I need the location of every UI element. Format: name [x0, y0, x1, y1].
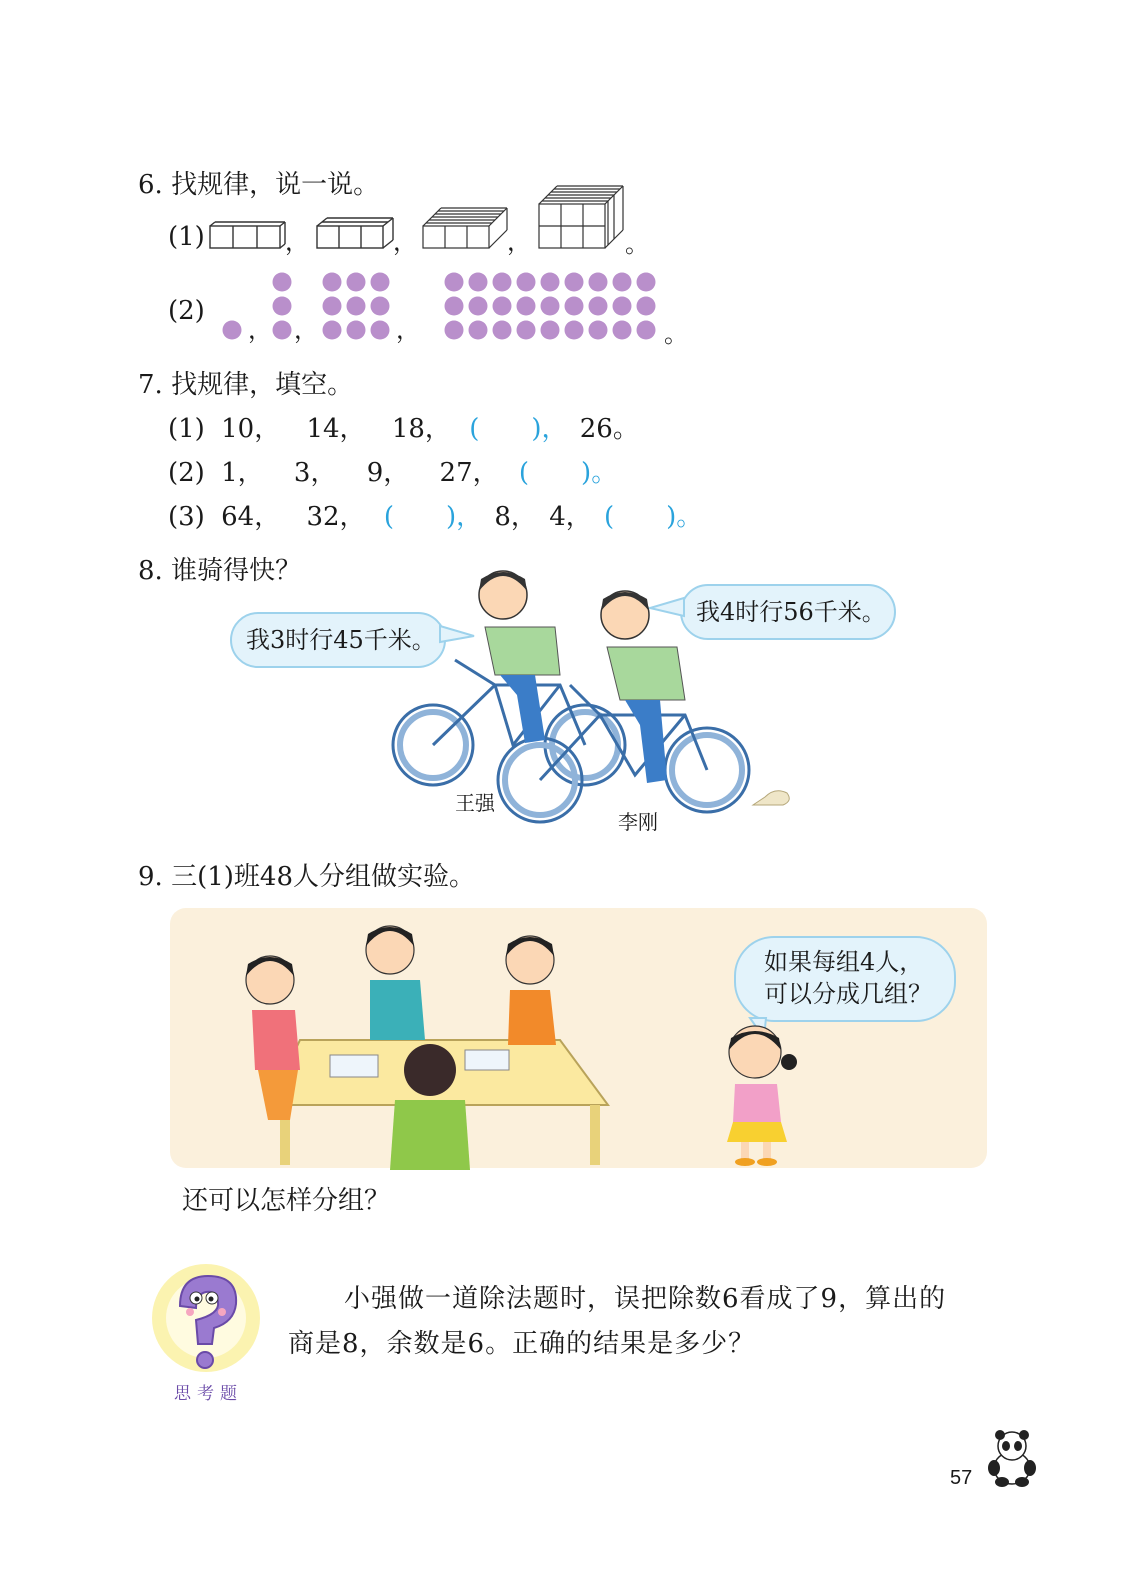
think-badge-label: 思考题 — [174, 1384, 243, 1404]
q7-row3-item: 4， — [549, 502, 592, 532]
purple-dot — [541, 273, 560, 292]
q7-row2-item: 3， — [293, 458, 337, 488]
q7-row3-item: 32， — [306, 502, 366, 532]
purple-dot — [347, 321, 366, 340]
think-line-2: 商是8，余数是6。正确的结果是多少？ — [288, 1329, 756, 1359]
q7-row3-item: 64， — [221, 502, 281, 532]
q7-row2-label: (2) — [168, 458, 205, 488]
purple-dot — [565, 321, 584, 340]
purple-dot — [323, 321, 342, 340]
purple-dot — [541, 297, 560, 316]
q8-title: 8. 谁骑得快？ — [138, 556, 302, 586]
q7-row-1 — [168, 416, 639, 442]
q7-row2-item: 27， — [439, 458, 499, 488]
q6-part1-label: (1) — [168, 222, 205, 252]
kids-at-table-illustration — [230, 920, 630, 1170]
q6-part2-label: (2) — [168, 296, 205, 326]
think-line-1: 小强做一道除法题时，误把除数6看成了9，算出的 — [344, 1284, 947, 1314]
panda-icon — [984, 1428, 1040, 1488]
purple-dot — [565, 297, 584, 316]
purple-dot — [223, 321, 242, 340]
cube-stage-2 — [317, 218, 393, 248]
purple-dot — [323, 273, 342, 292]
purple-dot — [589, 273, 608, 292]
purple-dot — [541, 321, 560, 340]
purple-dot — [323, 297, 342, 316]
question-mark-mascot-icon — [150, 1262, 262, 1380]
q7-row1-label: (1) — [168, 414, 205, 444]
q7-row2-item: 1， — [221, 458, 264, 488]
dot-pattern-figure — [220, 272, 690, 347]
svg-text:，: ， — [294, 316, 318, 344]
purple-dot — [637, 297, 656, 316]
girl-speaking-illustration — [705, 1022, 805, 1167]
bubble-q9-line2: 可以分成几组？ — [764, 980, 932, 1008]
q7-title: 7. 找规律，填空。 — [138, 370, 354, 400]
purple-dot — [445, 321, 464, 340]
purple-dot — [589, 321, 608, 340]
svg-text:，: ， — [285, 228, 309, 256]
bubble-right-text: 我4时行56千米。 — [696, 598, 886, 626]
q7-row3-item: 8， — [494, 502, 537, 532]
purple-dot — [371, 297, 390, 316]
bubble-left-text: 我3时行45千米。 — [246, 626, 436, 654]
purple-dot — [613, 273, 632, 292]
q7-row1-item: 18， — [391, 414, 451, 444]
bubble-q9-line1: 如果每组4人， — [764, 948, 924, 976]
page-number: 57 — [950, 1467, 973, 1489]
purple-dot — [273, 321, 292, 340]
cube-stage-1 — [210, 222, 285, 248]
svg-text:，: ， — [248, 316, 272, 344]
speech-bubble-q9 — [734, 936, 956, 1022]
q7-row-2 — [168, 460, 617, 486]
svg-text:，: ， — [507, 228, 531, 256]
purple-dot — [589, 297, 608, 316]
purple-dot — [517, 321, 536, 340]
svg-text:。: 。 — [664, 320, 688, 348]
girl-right — [506, 936, 556, 1045]
q7-row1-item: 10， — [221, 414, 281, 444]
purple-dot — [445, 273, 464, 292]
dot-group-2 — [273, 273, 292, 340]
purple-dot — [637, 321, 656, 340]
purple-dot — [469, 321, 488, 340]
q7-row3-blank[interactable]: ( )， — [383, 502, 483, 532]
q7-row1-blank[interactable]: ( )， — [469, 414, 568, 444]
svg-text:，: ， — [393, 228, 417, 256]
purple-dot — [371, 273, 390, 292]
boy-wangqiang — [479, 571, 560, 743]
svg-text:。: 。 — [625, 230, 649, 258]
purple-dot — [493, 273, 512, 292]
name-label-left: 王强 — [455, 791, 495, 815]
q6-title: 6. 找规律，说一说。 — [138, 170, 380, 200]
svg-text:，: ， — [396, 316, 420, 344]
q7-row2-item: 9， — [366, 458, 410, 488]
purple-dot — [493, 321, 512, 340]
cyclists-illustration — [385, 565, 805, 835]
purple-dot — [273, 273, 292, 292]
purple-dot — [469, 297, 488, 316]
purple-dot — [371, 321, 390, 340]
dust-cloud-icon — [753, 791, 789, 805]
purple-dot — [347, 297, 366, 316]
q7-row3-blank[interactable]: ( )。 — [604, 502, 703, 532]
dot-group-1 — [223, 321, 242, 340]
q7-row-3 — [168, 504, 702, 530]
q9-title: 9. 三(1)班48人分组做实验。 — [138, 862, 475, 892]
cube-stage-3 — [423, 208, 507, 248]
purple-dot — [517, 297, 536, 316]
dot-group-3 — [323, 273, 390, 340]
q9-followup: 还可以怎样分组？ — [182, 1186, 391, 1216]
purple-dot — [613, 321, 632, 340]
cube-pattern-figure — [205, 182, 665, 258]
purple-dot — [517, 273, 536, 292]
purple-dot — [493, 297, 512, 316]
boy-back-center — [366, 926, 425, 1040]
purple-dot — [613, 297, 632, 316]
q7-row2-blank[interactable]: ( )。 — [518, 458, 618, 488]
purple-dot — [347, 273, 366, 292]
purple-dot — [445, 297, 464, 316]
dot-group-4 — [445, 273, 656, 340]
purple-dot — [637, 273, 656, 292]
purple-dot — [273, 297, 292, 316]
q7-row1-item: 26。 — [579, 414, 639, 444]
purple-dot — [565, 273, 584, 292]
purple-dot — [469, 273, 488, 292]
girl-left — [246, 956, 300, 1120]
name-label-right: 李刚 — [618, 810, 658, 834]
cube-stage-4 — [539, 186, 623, 248]
q7-row1-item: 14， — [306, 414, 366, 444]
q7-row3-label: (3) — [168, 502, 205, 532]
